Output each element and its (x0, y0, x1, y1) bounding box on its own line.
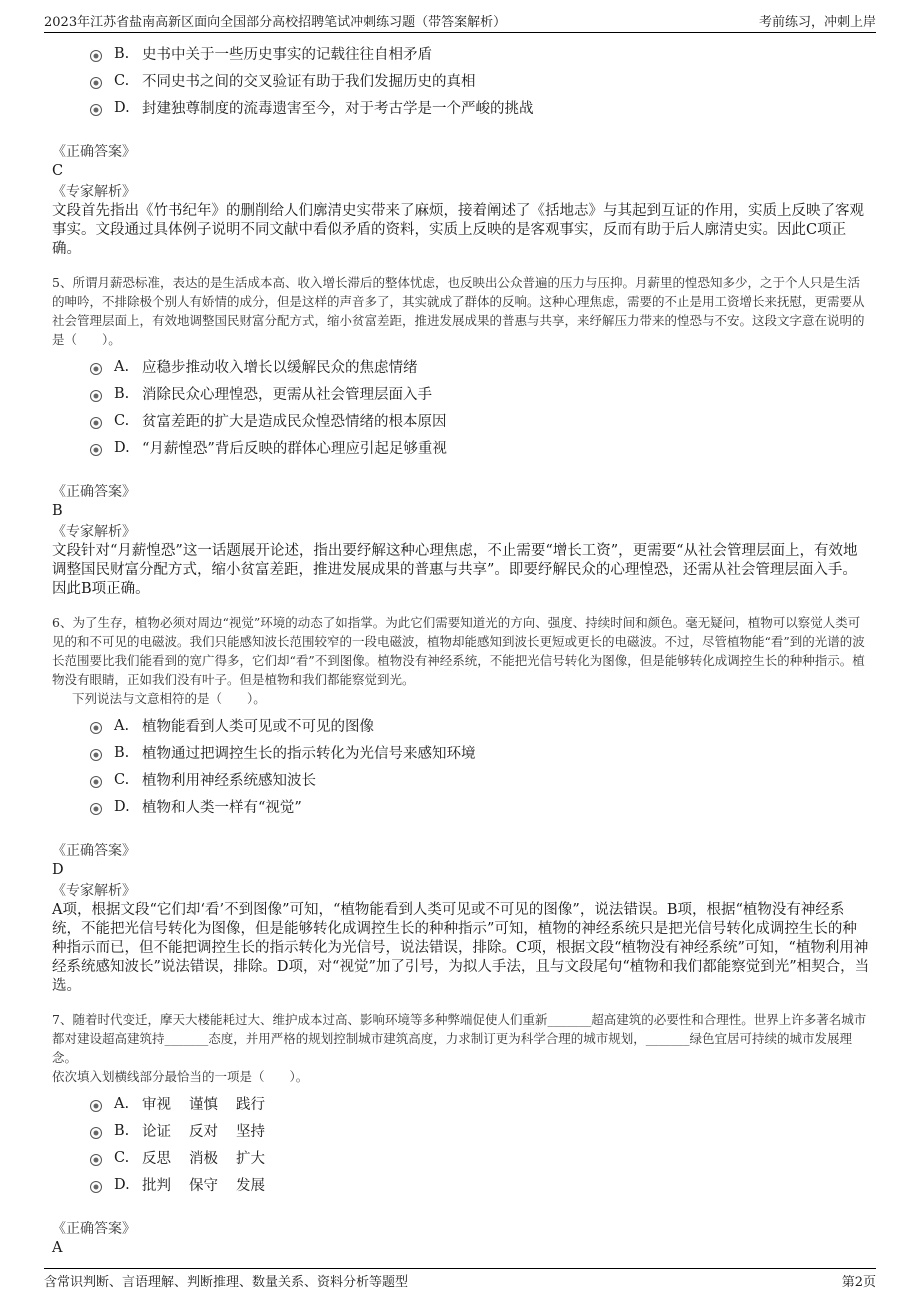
radio-icon[interactable] (90, 50, 102, 62)
radio-icon[interactable] (90, 803, 102, 815)
radio-icon[interactable] (90, 1154, 102, 1166)
q6-option-c[interactable]: C. 植物利用神经系统感知波长 (90, 766, 870, 793)
q6-question: 下列说法与文意相符的是（ ）。 (72, 691, 266, 706)
radio-icon[interactable] (90, 749, 102, 761)
q4-option-b[interactable]: B. 史书中关于一些历史事实的记载往往自相矛盾 (90, 40, 870, 67)
radio-icon[interactable] (90, 77, 102, 89)
q5-option-d[interactable]: D. “月薪惶恐”背后反映的群体心理应引起足够重视 (90, 434, 870, 461)
radio-icon[interactable] (90, 417, 102, 429)
q7-option-a[interactable]: A. 审视 谨慎 践行 (90, 1090, 870, 1117)
q7-options (52, 1090, 870, 1198)
radio-icon[interactable] (90, 722, 102, 734)
q4-answer: C (52, 163, 64, 179)
q6-answer-label: 《正确答案》 (52, 843, 136, 859)
header-slogan: 考前练习，冲刺上岸 (758, 15, 876, 30)
q6-option-b[interactable]: B. 植物通过把调控生长的指示转化为光信号来感知环境 (90, 739, 870, 766)
q5-answer-label: 《正确答案》 (52, 484, 136, 500)
radio-icon[interactable] (90, 1181, 102, 1193)
q5-option-a[interactable]: A. 应稳步推动收入增长以缓解民众的焦虑情绪 (90, 353, 870, 380)
radio-icon[interactable] (90, 776, 102, 788)
q5-option-c[interactable]: C. 贫富差距的扩大是造成民众惶恐情绪的根本原因 (90, 407, 870, 434)
q5-options (52, 353, 870, 461)
q5-stem: 5、所谓月薪恐标准，表达的是生活成本高、收入增长滞后的整体忧虑，也反映出公众普遍的压力与压抑。月薪里的惶恐知多少，之于个人只是生活的呻吟，不排除极个别人有娇情的成分，但是这样的声音多了，其实就成了群体的反响。这种心理焦虑，需要的不止是用工资增长来抚慰，更需要从社会管理层面上，有效地调整国民财富分配方式，缩小贫富差距，推进发展成果的普惠与共享，来纾解压力带来的惶恐与不安。这段文字意在说明的是（ ）。 (52, 275, 865, 347)
q6-option-a[interactable]: A. 植物能看到人类可见或不可见的图像 (90, 712, 870, 739)
q4-analysis-label: 《专家解析》 (52, 184, 136, 200)
q4-options (52, 40, 870, 121)
footer-topics: 含常识判断、言语理解、判断推理、数量关系、资料分析等题型 (44, 1274, 409, 1290)
q6-analysis-label: 《专家解析》 (52, 883, 136, 899)
q6-answer: D (52, 862, 64, 878)
q6-analysis: A项，根据文段“它们却‘看’不到图像”可知，“植物能看到人类可见或不可见的图像”，说法错误。B项，根据“植物没有神经系统，不能把光信号转化为图像，但是能够转化成调控生长的种种指示”可知，植物的神经系统只是把光信号转化成调控生长的种种指示而已，但不能把调控生长的指示转化为光信号，说法错误，排除。C项，根据文段“植物没有神经系统”可知，“植物利用神经系统感知波长”说法错误，排除。D项，对“视觉”加了引号，为拟人手法，且与文段尾句“植物和我们都能察觉到光”相契合，当选。 (52, 902, 870, 994)
radio-icon[interactable] (90, 1100, 102, 1112)
q5-analysis: 文段针对“月薪惶恐”这一话题展开论述，指出要纾解这种心理焦虑，不止需要“增长工资”，更需要“从社会管理层面上，有效地调整国民财富分配方式，缩小贫富差距，推进发展成果的普惠与共享”。即要纾解民众的心理惶恐，还需从社会管理层面入手。因此B项正确。 (52, 543, 858, 597)
q4-option-c[interactable]: C. 不同史书之间的交叉验证有助于我们发掘历史的真相 (90, 67, 870, 94)
q4-analysis: 文段首先指出《竹书纪年》的删削给人们廓清史实带来了麻烦，接着阐述了《括地志》与其起到互证的作用，实质上反映了客观事实。文段通过具体例子说明不同文献中看似矛盾的资料，实质上反映的是客观事实，反而有助于后人廓清史实。因此C项正确。 (52, 203, 864, 257)
page-content (52, 36, 870, 1258)
q6-options (52, 712, 870, 820)
radio-icon[interactable] (90, 363, 102, 375)
page-number: 第2页 (841, 1274, 876, 1290)
radio-icon[interactable] (90, 390, 102, 402)
q7-option-d[interactable]: D. 批判 保守 发展 (90, 1171, 870, 1198)
radio-icon[interactable] (90, 1127, 102, 1139)
q5-option-b[interactable]: B. 消除民众心理惶恐，更需从社会管理层面入手 (90, 380, 870, 407)
q4-answer-label: 《正确答案》 (52, 144, 136, 160)
q7-answer: A (52, 1240, 63, 1256)
page-footer (44, 1268, 876, 1291)
page-header (44, 8, 876, 33)
header-title: 2023年江苏省盐南高新区面向全国部分高校招聘笔试冲刺练习题（带答案解析） (44, 15, 507, 30)
q7-question: 依次填入划横线部分最恰当的一项是（ ）。 (52, 1069, 309, 1084)
q7-option-c[interactable]: C. 反思 消极 扩大 (90, 1144, 870, 1171)
radio-icon[interactable] (90, 444, 102, 456)
q4-option-d[interactable]: D. 封建独尊制度的流毒遗害至今，对于考古学是一个严峻的挑战 (90, 94, 870, 121)
q7-stem: 7、随着时代变迁，摩天大楼能耗过大、维护成本过高、影响环境等多种弊端促使人们重新_______超高建筑的必要性和合理性。世界上许多著名城市都对建设超高建筑持_______态度，并用严格的规划控制城市建筑高度，力求制订更为科学合理的城市规划，_______绿色宜居可持续的城市发展理念。 (52, 1012, 867, 1065)
q6-option-d[interactable]: D. 植物和人类一样有“视觉” (90, 793, 870, 820)
q6-stem: 6、为了生存，植物必须对周边“视觉”环境的动态了如指掌。为此它们需要知道光的方向、强度、持续时间和颜色。毫无疑问，植物可以察觉人类可见的和不可见的电磁波。我们只能感知波长范围较窄的一段电磁波，植物却能感知到波长更短或更长的电磁波。不过，尽管植物能“看”到的光谱的波长范围要比我们能看到的宽广得多，它们却“看”不到图像。植物没有神经系统，不能把光信号转化为图像，但是能够转化成调控生长的种种指示。植物没有眼睛，正如我们没有叶子。但是植物和我们都能察觉到光。 (52, 615, 865, 687)
q5-analysis-label: 《专家解析》 (52, 524, 136, 540)
q7-option-b[interactable]: B. 论证 反对 坚持 (90, 1117, 870, 1144)
q7-answer-label: 《正确答案》 (52, 1221, 136, 1237)
radio-icon[interactable] (90, 104, 102, 116)
q5-answer: B (52, 503, 63, 519)
